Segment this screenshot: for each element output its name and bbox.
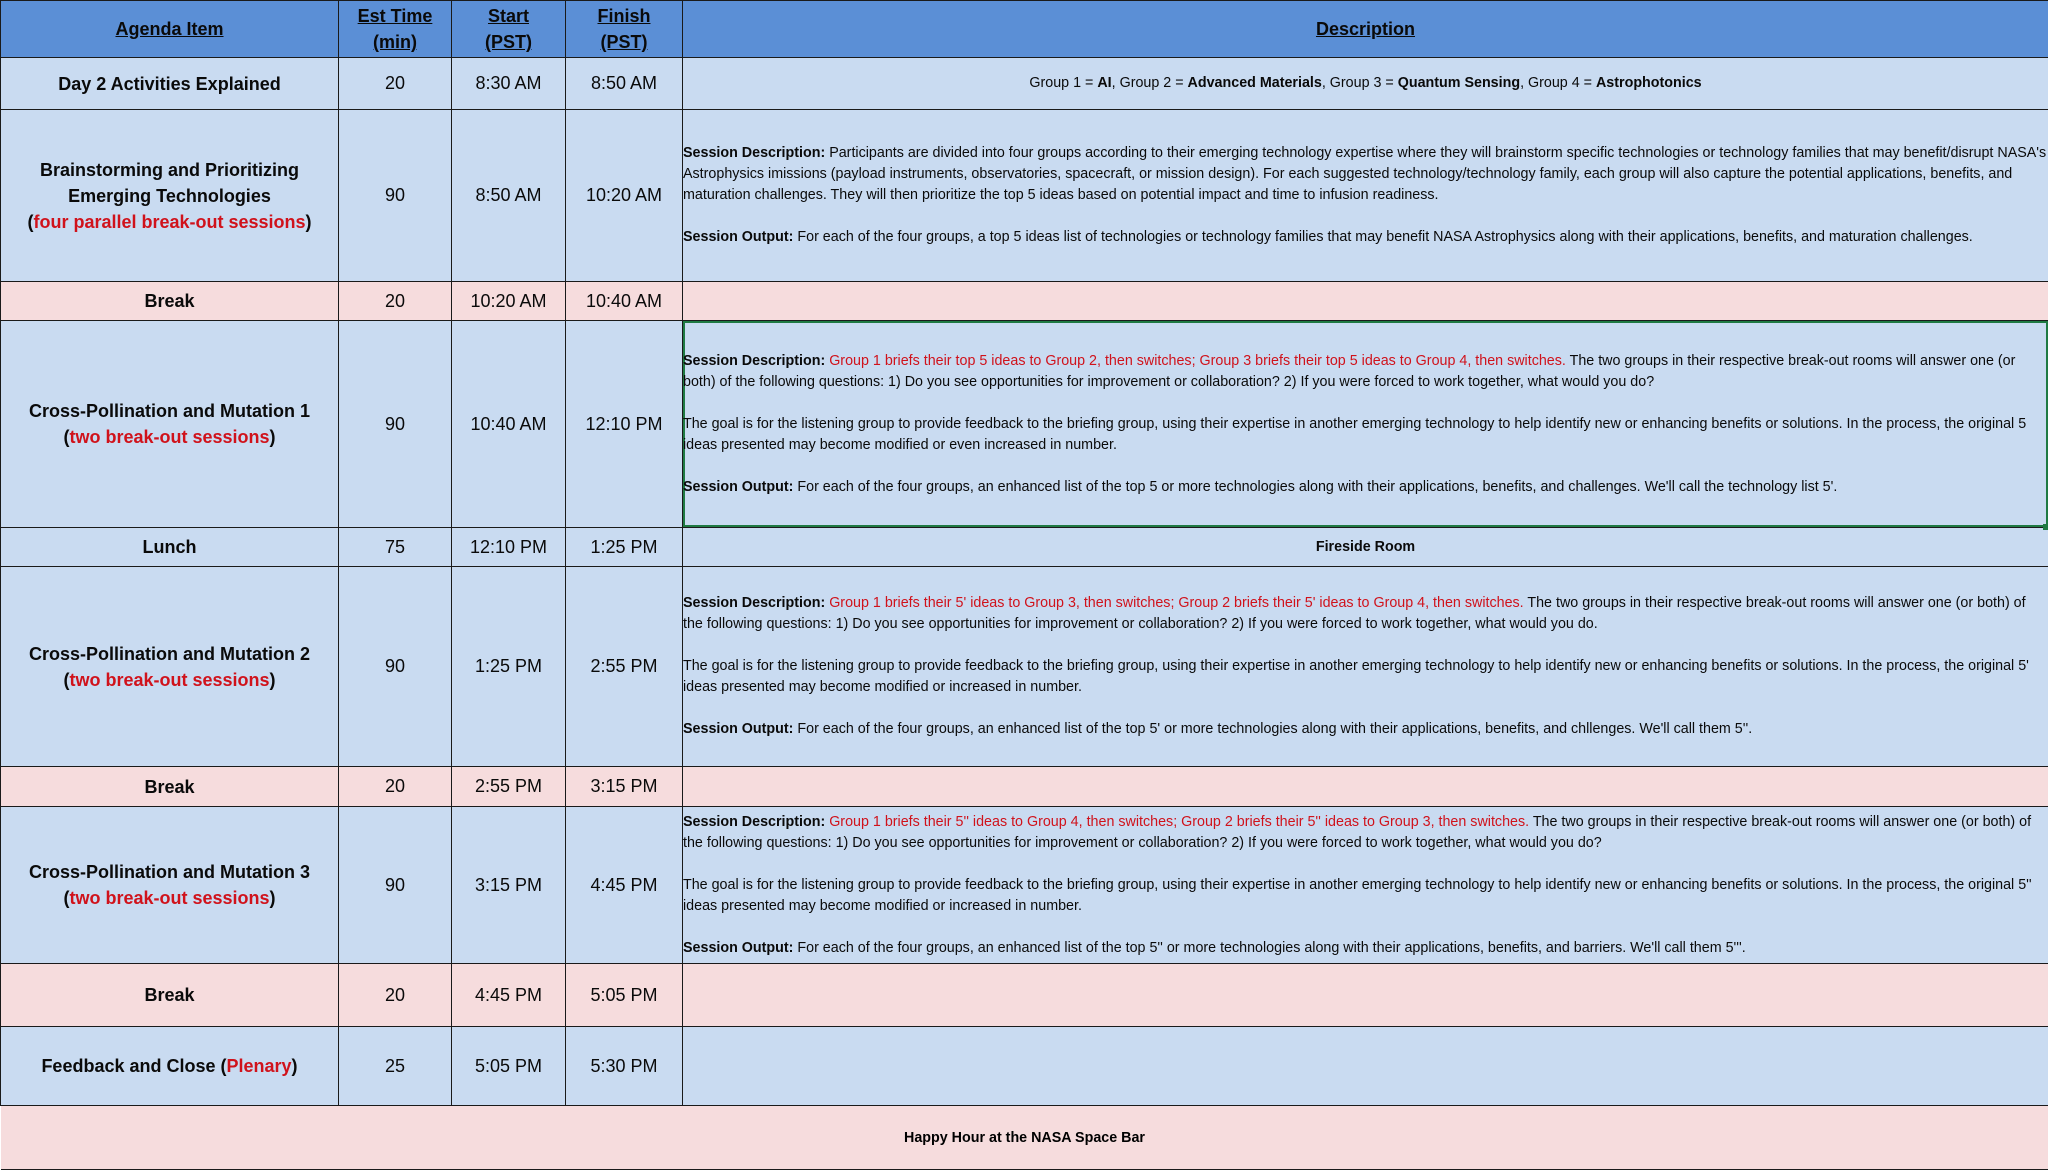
session-description [683,143,2048,206]
session-description-highlight: Group 1 briefs their 5'' ideas to Group 4, then switches; Group 2 briefs their 5'' ideas to Group 3, then switches. [825,814,1529,830]
session-goal: The goal is for the listening group to provide feedback to the briefing group, using their expertise in another emerging technology to help identify new or enhancing benefits or solutions. In the process, the original 5 ideas presented may become modified or even increased in number. [683,414,2048,456]
cell-est-lunch[interactable]: 75 [339,528,452,567]
table-row-break2 [1,767,2048,807]
header-finish-line2: (PST) [601,32,648,52]
session-output-label: Session Output: [683,940,793,956]
session-output-text: For each of the four groups, an enhanced list of the top 5' or more technologies along with their applications, benefits, and chllenges. We'll call them 5''. [793,721,1752,737]
paren-close: ) [270,888,276,908]
cell-est-feedback[interactable]: 25 [339,1027,452,1106]
session-description-label: Session Description: [683,814,825,830]
paren-open: ( [63,427,69,447]
cell-item-cp3[interactable] [1,807,339,964]
item-label: Feedback and Close ( [41,1056,226,1076]
cell-desc-cp1-selected[interactable] [683,321,2048,528]
cell-start-cp2[interactable]: 1:25 PM [452,567,566,767]
cell-item-day2[interactable] [1,58,339,110]
session-output-text: For each of the four groups, a top 5 ideas list of technologies or technology families that may benefit NASA Astrophysics along with their applications, benefits, and maturation challenges. [793,229,1972,245]
cell-start-brainstorm[interactable]: 8:50 AM [452,110,566,282]
header-description[interactable] [683,1,2048,58]
session-description-text: Participants are divided into four groups according to their emerging technology expertise where they will brainstorm specific technologies or technology families that may benefit/disrupt NASA's Astrophysics imissions (payload instruments, observatories, spacecraft, or mission design). For each suggested technology/technology family, each group will also capture the potential applications, benefits, and maturation challenges. They will then prioritize the top 5 ideas based on potential impact and time to infusion readiness. [683,145,2046,203]
cell-finish-feedback[interactable]: 5:30 PM [566,1027,683,1106]
header-start[interactable] [452,1,566,58]
session-description-label: Session Description: [683,353,825,369]
table-row-lunch [1,528,2048,567]
session-description-text: The two groups in their respective break-out rooms will answer one (or both) of the following questions: 1) Do you see opportunities for improvement or collaboration? 2) If you were forced to work together, what would you do? [683,353,2015,390]
paren-close: ) [270,670,276,690]
session-description [683,812,2048,854]
cell-est-cp2[interactable]: 90 [339,567,452,767]
session-type-label: two break-out sessions [69,427,269,447]
cell-est-cp3[interactable]: 90 [339,807,452,964]
cell-start-feedback[interactable]: 5:05 PM [452,1027,566,1106]
item-label: Cross-Pollination and Mutation 1 [29,401,310,421]
session-type-label: Plenary [227,1056,292,1076]
table-row-day2 [1,58,2048,110]
item-label: Day 2 Activities Explained [58,74,280,94]
table-row-happy-hour [1,1106,2048,1170]
cell-item-break2[interactable]: Break [1,767,339,807]
cell-start-break2[interactable]: 2:55 PM [452,767,566,807]
cell-item-cp2[interactable] [1,567,339,767]
group2-name: Advanced Materials [1188,75,1322,91]
header-start-line2: (PST) [485,32,532,52]
cell-desc-break1[interactable] [683,282,2048,321]
session-output [683,227,2048,248]
session-description-text: The two groups in their respective break-out rooms will answer one (or both) of the following questions: 1) Do you see opportunities for improvement or collaboration? 2) If you were forced to work together, what would you do. [683,595,2026,632]
session-goal: The goal is for the listening group to provide feedback to the briefing group, using their expertise in another emerging technology to help identify new or enhancing benefits or solutions. In the process, the original 5'' ideas presented may become modified or increased in number. [683,875,2048,917]
session-output [683,477,2048,498]
group2-prefix: , Group 2 = [1112,75,1188,91]
session-description-highlight: Group 1 briefs their 5' ideas to Group 3, then switches; Group 2 briefs their 5' ideas to Group 4, then switches. [825,595,1523,611]
header-est-time[interactable] [339,1,452,58]
session-description-label: Session Description: [683,595,825,611]
cell-est-break1[interactable]: 20 [339,282,452,321]
header-est-time-line2: (min) [373,32,417,52]
cell-item-cp1[interactable] [1,321,339,528]
paren-close: ) [306,212,312,232]
happy-hour-label: Happy Hour at the NASA Space Bar [904,1130,1145,1146]
table-row-cp3 [1,807,2048,964]
header-start-line1: Start [488,6,529,26]
group4-prefix: , Group 4 = [1520,75,1596,91]
cell-desc-cp3[interactable] [683,807,2048,964]
cell-desc-break2[interactable] [683,767,2048,807]
cell-est-cp1[interactable]: 90 [339,321,452,528]
header-agenda-item[interactable] [1,1,339,58]
cell-start-break3[interactable]: 4:45 PM [452,964,566,1027]
cell-start-cp3[interactable]: 3:15 PM [452,807,566,964]
group1-name: AI [1097,75,1111,91]
cell-finish-brainstorm[interactable]: 10:20 AM [566,110,683,282]
session-description-highlight: Group 1 briefs their top 5 ideas to Group 2, then switches; Group 3 briefs their top 5 ideas to Group 4, then switches. [825,353,1566,369]
cell-desc-break3[interactable] [683,964,2048,1027]
cell-finish-break2[interactable]: 3:15 PM [566,767,683,807]
session-description [683,351,2048,393]
session-description-label: Session Description: [683,145,825,161]
item-label: Cross-Pollination and Mutation 2 [29,644,310,664]
cell-item-brainstorm[interactable] [1,110,339,282]
cell-start-lunch[interactable]: 12:10 PM [452,528,566,567]
cell-start-day2[interactable]: 8:30 AM [452,58,566,110]
cell-happy-hour[interactable] [1,1106,2048,1170]
table-row-break1 [1,282,2048,321]
session-output [683,719,2048,740]
cell-est-brainstorm[interactable]: 90 [339,110,452,282]
table-row-cp1 [1,321,2048,528]
header-row [1,1,2048,58]
cell-desc-day2[interactable] [683,58,2048,110]
item-label: Cross-Pollination and Mutation 3 [29,862,310,882]
cell-desc-feedback[interactable] [683,1027,2048,1106]
header-est-time-line1: Est Time [358,6,433,26]
paren-open: ( [63,670,69,690]
cell-finish-day2[interactable]: 8:50 AM [566,58,683,110]
session-type-label: four parallel break-out sessions [33,212,305,232]
header-finish-line1: Finish [598,6,651,26]
item-label: Brainstorming and Prioritizing Emerging Technologies [40,160,299,206]
header-finish[interactable] [566,1,683,58]
header-agenda-item-label: Agenda Item [115,19,223,39]
cell-finish-lunch[interactable]: 1:25 PM [566,528,683,567]
group3-name: Quantum Sensing [1398,75,1520,91]
table-row-feedback [1,1027,2048,1106]
paren-close: ) [292,1056,298,1076]
session-output-label: Session Output: [683,721,793,737]
cell-finish-cp1[interactable]: 12:10 PM [566,321,683,528]
paren-close: ) [270,427,276,447]
cell-finish-cp3[interactable]: 4:45 PM [566,807,683,964]
session-output-text: For each of the four groups, an enhanced list of the top 5 or more technologies along with their applications, benefits, and challenges. We'll call the technology list 5'. [793,479,1837,495]
cell-item-feedback[interactable] [1,1027,339,1106]
session-type-label: two break-out sessions [69,888,269,908]
paren-open: ( [27,212,33,232]
group1-prefix: Group 1 = [1029,75,1097,91]
cell-start-break1[interactable]: 10:20 AM [452,282,566,321]
selection-fill-handle[interactable] [2043,524,2048,530]
table-row-break3 [1,964,2048,1027]
cell-desc-lunch[interactable]: Fireside Room [683,528,2048,567]
session-output-label: Session Output: [683,229,793,245]
cell-desc-cp2[interactable] [683,567,2048,767]
cell-finish-break1[interactable]: 10:40 AM [566,282,683,321]
group4-name: Astrophotonics [1596,75,1702,91]
cell-est-break3[interactable]: 20 [339,964,452,1027]
header-description-label: Description [1316,19,1415,39]
session-type-label: two break-out sessions [69,670,269,690]
table-row-brainstorm [1,110,2048,282]
cell-est-day2[interactable]: 20 [339,58,452,110]
paren-open: ( [63,888,69,908]
cell-start-cp1[interactable]: 10:40 AM [452,321,566,528]
cell-finish-cp2[interactable]: 2:55 PM [566,567,683,767]
cell-item-break1[interactable]: Break [1,282,339,321]
table-row-cp2 [1,567,2048,767]
session-description-text: The two groups in their respective break-out rooms will answer one (or both) of the following questions: 1) Do you see opportunities for improvement or collaboration? 2) If you were forced to work together, what would you do? [683,814,2031,851]
cell-est-break2[interactable]: 20 [339,767,452,807]
group3-prefix: , Group 3 = [1322,75,1398,91]
cell-item-lunch[interactable]: Lunch [1,528,339,567]
session-output [683,938,2048,959]
cell-desc-brainstorm[interactable] [683,110,2048,282]
session-goal: The goal is for the listening group to provide feedback to the briefing group, using their expertise in another emerging technology to help identify new or enhancing benefits or solutions. In the process, the original 5' ideas presented may become modified or increased in number. [683,656,2048,698]
session-output-label: Session Output: [683,479,793,495]
session-output-text: For each of the four groups, an enhanced list of the top 5'' or more technologies along with their applications, benefits, and barriers. We'll call them 5'''. [793,940,1745,956]
cell-item-break3[interactable]: Break [1,964,339,1027]
session-description [683,593,2048,635]
cell-finish-break3[interactable]: 5:05 PM [566,964,683,1027]
